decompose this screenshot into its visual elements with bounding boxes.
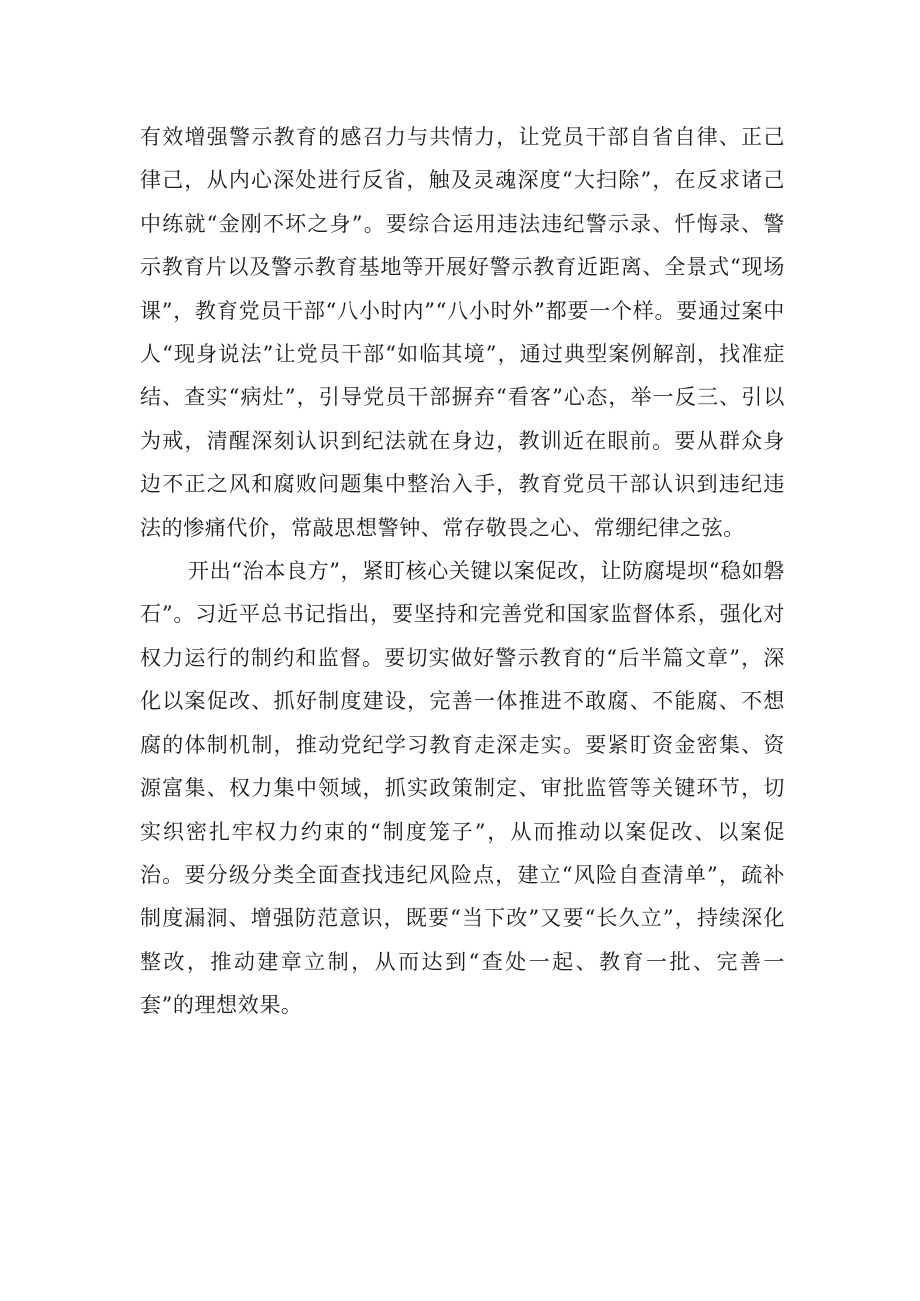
body-text — [140, 116, 785, 1028]
paragraph-1: 有效增强警示教育的感召力与共情力，让党员干部自省自律、正己律己，从内心深处进行反省，触及灵魂深度“大扫除”，在反求诸己中练就“金刚不坏之身”。要综合运用违法违纪警示录、忏悔录、警示教育片以及警示教育基地等开展好警示教育近距离、全景式“现场课”，教育党员干部“八小时内”“八小时外”都要一个样。要通过案中人“现身说法”让党员干部“如临其境”，通过典型案例解剖，找准症结、查实“病灶”，引导党员干部摒弃“看客”心态，举一反三、引以为戒，清醒深刻认识到纪法就在身边，教训近在眼前。要从群众身边不正之风和腐败问题集中整治入手，教育党员干部认识到违纪违法的惨痛代价，常敲思想警钟、常存敬畏之心、常绷纪律之弦。 — [140, 125, 786, 540]
paragraph-2: 开出“治本良方”，紧盯核心关键以案促改，让防腐堤坝“稳如磐石”。习近平总书记指出，要坚持和完善党和国家监督体系，强化对权力运行的制约和监督。要切实做好警示教育的“后半篇文章”，深化以案促改、抓好制度建设，完善一体推进不敢腐、不能腐、不想腐的体制机制，推动党纪学习教育走深走实。要紧盯资金密集、资源富集、权力集中领域，抓实政策制定、审批监管等关键环节，切实织密扎牢权力约束的“制度笼子”，从而推动以案促改、以案促治。要分级分类全面查找违纪风险点，建立“风险自查清单”，疏补制度漏洞、增强防范意识，既要“当下改”又要“长久立”，持续深化整改，推动建章立制，从而达到“查处一起、教育一批、完善一套”的理想效果。 — [140, 559, 786, 1018]
